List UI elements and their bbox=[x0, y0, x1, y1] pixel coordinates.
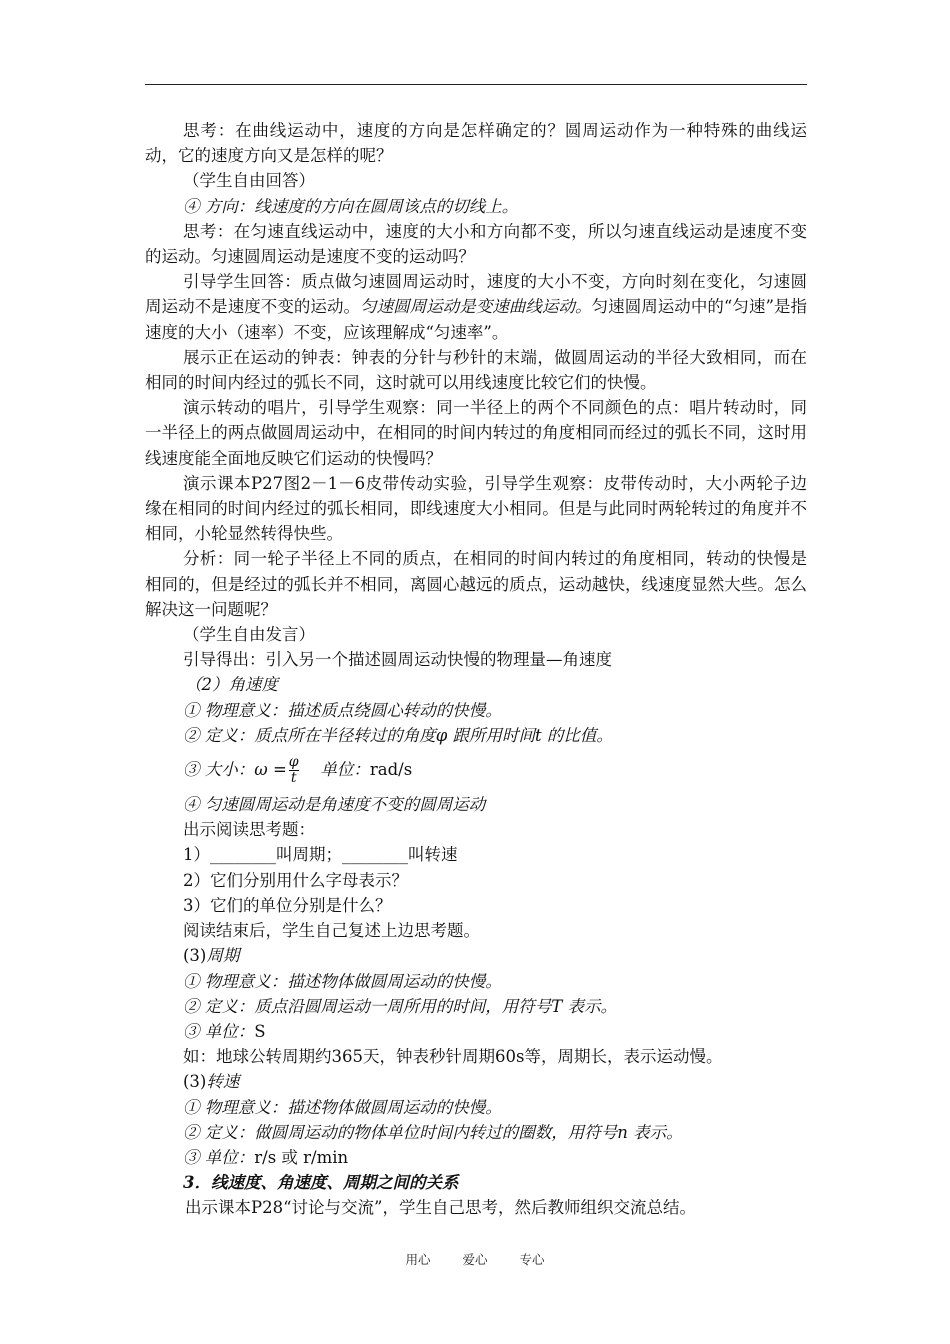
section-heading: 3．线速度、角速度、周期之间的关系 bbox=[183, 1173, 459, 1193]
paragraph: 引导得出：引入另一个描述圆周运动快慢的物理量—角速度 bbox=[183, 650, 612, 670]
section-heading bbox=[145, 943, 807, 968]
formula-lhs: ω = bbox=[254, 760, 287, 780]
paragraph: ① 物理意义：描述质点绕圆心转动的快慢。 bbox=[183, 700, 502, 720]
paragraph: （学生自由回答） bbox=[183, 171, 315, 191]
paragraph: ④ 方向：线速度的方向在圆周该点的切线上。 bbox=[183, 196, 519, 216]
text-run: r/s 或 r/min bbox=[254, 1147, 349, 1167]
paragraph: 阅读结束后，学生自己复述上边思考题。 bbox=[183, 921, 480, 941]
paragraph: 1）________叫周期；________叫转速 bbox=[183, 845, 458, 865]
paragraph: 出示课本P28“讨论与交流”，学生自己思考，然后教师组织交流总结。 bbox=[185, 1198, 696, 1218]
paragraph: 出示阅读思考题： bbox=[183, 820, 315, 840]
text-run: 单位： bbox=[320, 760, 370, 780]
text-run: ③ 单位： bbox=[183, 1021, 255, 1041]
text-run: 周期 bbox=[206, 946, 240, 966]
document-body bbox=[145, 118, 807, 1221]
paragraph: ② 定义：质点沿圆周运动一周所用的时间，用符号T 表示。 bbox=[183, 996, 617, 1016]
paragraph: ① 物理意义：描述物体做圆周运动的快慢。 bbox=[183, 1097, 502, 1117]
paragraph bbox=[145, 1019, 807, 1044]
header-rule bbox=[145, 84, 807, 85]
paragraph: 思考：在曲线运动中，速度的方向是怎样确定的？圆周运动作为一种特殊的曲线运动，它的速度方向又是怎样的呢？ bbox=[145, 121, 807, 166]
paragraph: （学生自由发言） bbox=[183, 625, 315, 645]
fraction bbox=[289, 755, 299, 786]
text-run: ③ 单位： bbox=[183, 1147, 255, 1167]
paragraph: 2）它们分别用什么字母表示？ bbox=[183, 870, 408, 890]
page-footer: 用心 爱心 专心 bbox=[405, 1252, 545, 1267]
text-run: ③ 大小： bbox=[183, 760, 255, 780]
text-run: S bbox=[254, 1021, 266, 1041]
paragraph: ④ 匀速圆周运动是角速度不变的圆周运动 bbox=[183, 795, 486, 815]
paragraph bbox=[145, 269, 807, 345]
text-run: 转速 bbox=[206, 1072, 240, 1092]
text-run: 匀速圆周运动中的“匀速”是指速度的大小（速率）不变，应该理解成“匀速率”。 bbox=[145, 297, 808, 342]
paragraph: ① 物理意义：描述物体做圆周运动的快慢。 bbox=[183, 971, 502, 991]
paragraph: 3）它们的单位分别是什么？ bbox=[183, 895, 392, 915]
paragraph: ② 定义：质点所在半径转过的角度φ 跟所用时间t 的比值。 bbox=[183, 725, 613, 745]
unit-value: rad/s bbox=[369, 760, 413, 780]
section-heading bbox=[145, 1069, 807, 1094]
paragraph: 思考：在匀速直线运动中，速度的大小和方向都不变，所以匀速直线运动是速度不变的运动。匀速圆周运动是速度不变的运动吗？ bbox=[145, 221, 807, 267]
paragraph: 演示转动的唱片，引导学生观察：同一半径上的两个不同颜色的点：唱片转动时，同一半径上的两点做圆周运动中，在相同的时间内转过的角度相同而经过的弧长不同，这时用线速度能全面地反映它们运动的快慢吗？ bbox=[145, 398, 807, 468]
paragraph bbox=[145, 1145, 807, 1170]
fraction-denominator: t bbox=[289, 770, 299, 786]
text-run: 匀速圆周运动是变速曲线运动。 bbox=[360, 297, 592, 317]
text-run: (3) bbox=[183, 946, 207, 966]
paragraph: 分析：同一轮子半径上不同的质点，在相同的时间内转过的角度相同，转动的快慢是相同的，但是经过的弧长并不相同，离圆心越远的质点，运动越快，线速度显然大些。怎么解决这一问题呢？ bbox=[145, 549, 807, 619]
paragraph: 演示课本P27图2－1－6皮带传动实验，引导学生观察：皮带传动时，大小两轮子边缘在相同的时间内经过的弧长相同，即线速度大小相同。但是与此同时两轮转过的角度并不相同，小轮显然转得快些。 bbox=[145, 473, 807, 544]
angular-velocity-formula bbox=[145, 748, 807, 792]
text-run: (3) bbox=[183, 1072, 207, 1092]
paragraph: 展示正在运动的钟表：钟表的分针与秒针的末端，做圆周运动的半径大致相同，而在相同的时间内经过的弧长不同，这时就可以用线速度比较它们的快慢。 bbox=[145, 347, 807, 393]
paragraph: ② 定义：做圆周运动的物体单位时间内转过的圈数，用符号n 表示。 bbox=[183, 1122, 683, 1142]
paragraph: 如：地球公转周期约365天，钟表秒针周期60s等，周期长，表示运动慢。 bbox=[183, 1047, 723, 1067]
section-heading: （2）角速度 bbox=[185, 675, 278, 695]
text-run: 引导学生回答：质点做匀速圆周运动时，速度的大小不变，方向时刻在变化，匀速圆周运动不是速度不变的运动。 bbox=[145, 272, 807, 317]
fraction-numerator: φ bbox=[288, 754, 299, 771]
